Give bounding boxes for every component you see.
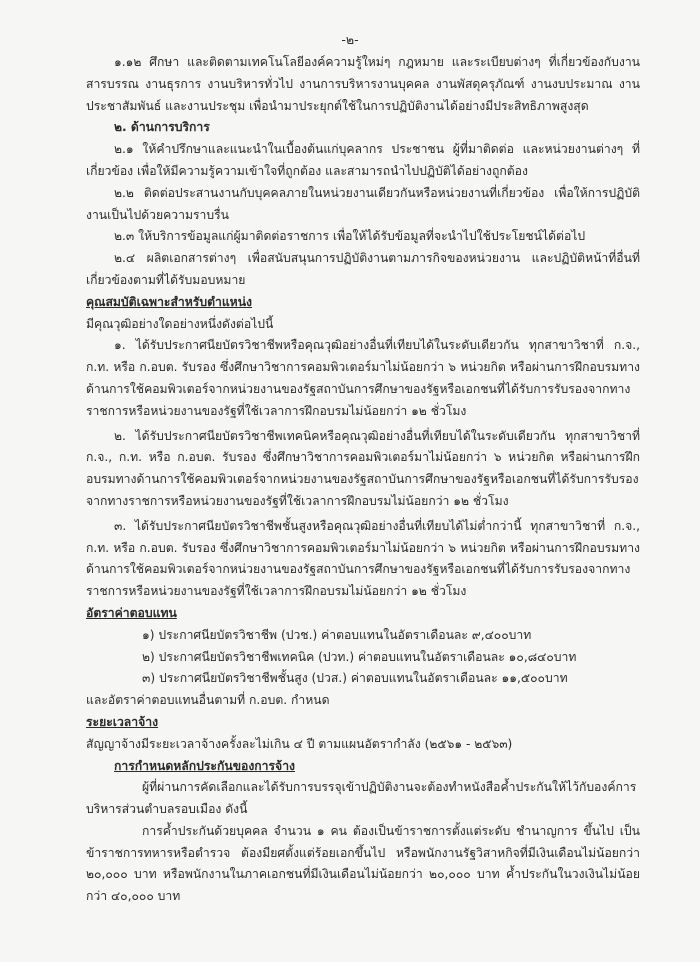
pay-note: และอัตราค่าตอบแทนอื่นตามที่ ก.อบต. กำหนด (86, 693, 330, 708)
qualification-item-3: ๓. ได้รับประกาศนียบัตรวิชาชีพชั้นสูงหรือคุณวุฒิอย่างอื่นที่เทียบได้ไม่ต่ำกว่านี้ ทุกสาขาวิชาที่ ก.จ., ก.ท. หรือ ก.อบต. รับรอง ซึ่งศึกษาวิชาการคอมพิวเตอร์มาไม่น้อยกว่า ๖ หน่วยกิต หรือผ่านการฝึกอบรมทางด้านการใช้คอมพิวเตอร์จากหน่วยงานของรัฐสถาบันการศึกษาของรัฐหรือเอกชนที่ได้รับการรับรองจากทางราชการหรือหน่วยงานของรัฐที่ใช้เวลาการฝึกอบรมไม่น้อยกว่า ๑๒ ชั่วโมง (86, 518, 640, 599)
paragraph-2-2: ๒.๒ ติดต่อประสานงานกับบุคคลภายในหน่วยงานเดียวกันหรือหน่วยงานที่เกี่ยวข้อง เพื่อให้การปฏิบัติงานเป็นไปด้วยความราบรื่น (86, 185, 640, 222)
document-body (86, 52, 640, 908)
guarantee-paragraph-1: ผู้ที่ผ่านการคัดเลือกและได้รับการบรรจุเข้าปฏิบัติงานจะต้องทำหนังสือค้ำประกันให้ไว้กับองค์การบริหารส่วนตำบลรอบเมือง ดังนี้ (86, 780, 637, 817)
qualification-intro: มีคุณวุฒิอย่างใดอย่างหนึ่งดังต่อไปนี้ (86, 316, 274, 331)
pay-heading: อัตราค่าตอบแทน (86, 605, 177, 620)
pay-item: ๑) ประกาศนียบัตรวิชาชีพ (ปวช.) ค่าตอบแทนในอัตราเดือนละ ๙,๔๐๐บาท (142, 627, 532, 642)
qualification-heading: คุณสมบัติเฉพาะสำหรับตำแหน่ง (86, 294, 253, 309)
pay-list (86, 625, 640, 690)
qualification-item-1: ๑. ได้รับประกาศนียบัตรวิชาชีพหรือคุณวุฒิอย่างอื่นที่เทียบได้ในระดับเดียวกัน ทุกสาขาวิชาที่ ก.จ., ก.ท. หรือ ก.อบต. รับรอง ซึ่งศึกษาวิชาการคอมพิวเตอร์มาไม่น้อยกว่า ๖ หน่วยกิต หรือผ่านการฝึกอบรมทางด้านการใช้คอมพิวเตอร์จากหน่วยงานของรัฐสถาบันการศึกษาของรัฐหรือเอกชนที่ได้รับการรับรองจากทางราชการหรือหน่วยงานของรัฐที่ใช้เวลาการฝึกอบรมไม่น้อยกว่า ๑๒ ชั่วโมง (86, 338, 640, 418)
service-heading: ๒. ด้านการบริการ (114, 120, 210, 135)
term-text: สัญญาจ้างมีระยะเวลาจ้างครั้งละไม่เกิน ๔ ปี ตามแผนอัตรากำลัง (๒๕๖๑ - ๒๕๖๓) (86, 736, 513, 751)
paragraph-1-12: ๑.๑๒ ศึกษา และติดตามเทคโนโลยีองค์ความรู้ใหม่ๆ กฎหมาย และระเบียบต่างๆ ที่เกี่ยวข้องกับงานสารบรรณ งานธุรการ งานบริหารทั่วไป งานการบริหารงานบุคคล งานพัสดุครุภัณฑ์ งานงบประมาณ งานประชาสัมพันธ์ และงานประชุม เพื่อนำมาประยุกต์ใช้ในการปฏิบัติงานได้อย่างมีประสิทธิภาพสูงสุด (86, 55, 640, 113)
page-number: -๒- (341, 32, 359, 47)
paragraph-2-1: ๒.๑ ให้คำปรึกษาและแนะนำในเบื้องต้นแก่บุคลากร ประชาชน ผู้ที่มาติดต่อ และหน่วยงานต่างๆ ที่เกี่ยวข้อง เพื่อให้มีความรู้ความเข้าใจที่ถูกต้อง และสามารถนำไปปฏิบัติได้อย่างถูกต้อง (86, 142, 640, 178)
term-heading: ระยะเวลาจ้าง (86, 714, 159, 729)
qualification-item-2: ๒. ได้รับประกาศนียบัตรวิชาชีพเทคนิคหรือคุณวุฒิอย่างอื่นที่เทียบได้ในระดับเดียวกัน ทุกสาขาวิชาที่ ก.จ., ก.ท. หรือ ก.อบต. รับรอง ซึ่งศึกษาวิชาการคอมพิวเตอร์มาไม่น้อยกว่า ๖ หน่วยกิต หรือผ่านการฝึกอบรมทางด้านการใช้คอมพิวเตอร์จากหน่วยงานของรัฐสถาบันการศึกษาของรัฐหรือเอกชนที่ได้รับการรับรองจากทางราชการหรือหน่วยงานของรัฐที่ใช้เวลาการฝึกอบรมไม่น้อยกว่า ๑๒ ชั่วโมง (86, 428, 640, 508)
pay-item: ๓) ประกาศนียบัตรวิชาชีพชั้นสูง (ปวส.) ค่าตอบแทนในอัตราเดือนละ ๑๑,๕๐๐บาท (142, 671, 568, 686)
pay-item: ๒) ประกาศนียบัตรวิชาชีพเทคนิค (ปวท.) ค่าตอบแทนในอัตราเดือนละ ๑๐,๘๔๐บาท (142, 649, 577, 664)
guarantee-paragraph-2: การค้ำประกันด้วยบุคคล จำนวน ๑ คน ต้องเป็นข้าราชการตั้งแต่ระดับ ชำนาญการ ขึ้นไป เป็นข้าราชการทหารหรือตำรวจ ต้องมียศตั้งแต่ร้อยเอกขึ้นไป หรือพนักงานรัฐวิสาหกิจที่มีเงินเดือนไม่น้อยกว่า ๒๐,๐๐๐ บาท หรือพนักงานในภาคเอกชนที่มีเงินเดือนไม่น้อยกว่า ๒๐,๐๐๐ บาท ค้ำประกันในวงเงินไม่น้อยกว่า ๔๐,๐๐๐ บาท (86, 823, 640, 904)
paragraph-2-3: ๒.๓ ให้บริการข้อมูลแก่ผู้มาติดต่อราชการ เพื่อให้ได้รับข้อมูลที่จะนำไปใช้ประโยชน์ได้ต่อไป (114, 229, 586, 244)
guarantee-heading: การกำหนดหลักประกันของการจ้าง (114, 758, 295, 773)
paragraph-2-4: ๒.๔ ผลิตเอกสารต่างๆ เพื่อสนับสนุนการปฏิบัติงานตามภารกิจของหน่วยงาน และปฏิบัติหน้าที่อื่นที่เกี่ยวข้องตามที่ได้รับมอบหมาย (86, 251, 640, 287)
